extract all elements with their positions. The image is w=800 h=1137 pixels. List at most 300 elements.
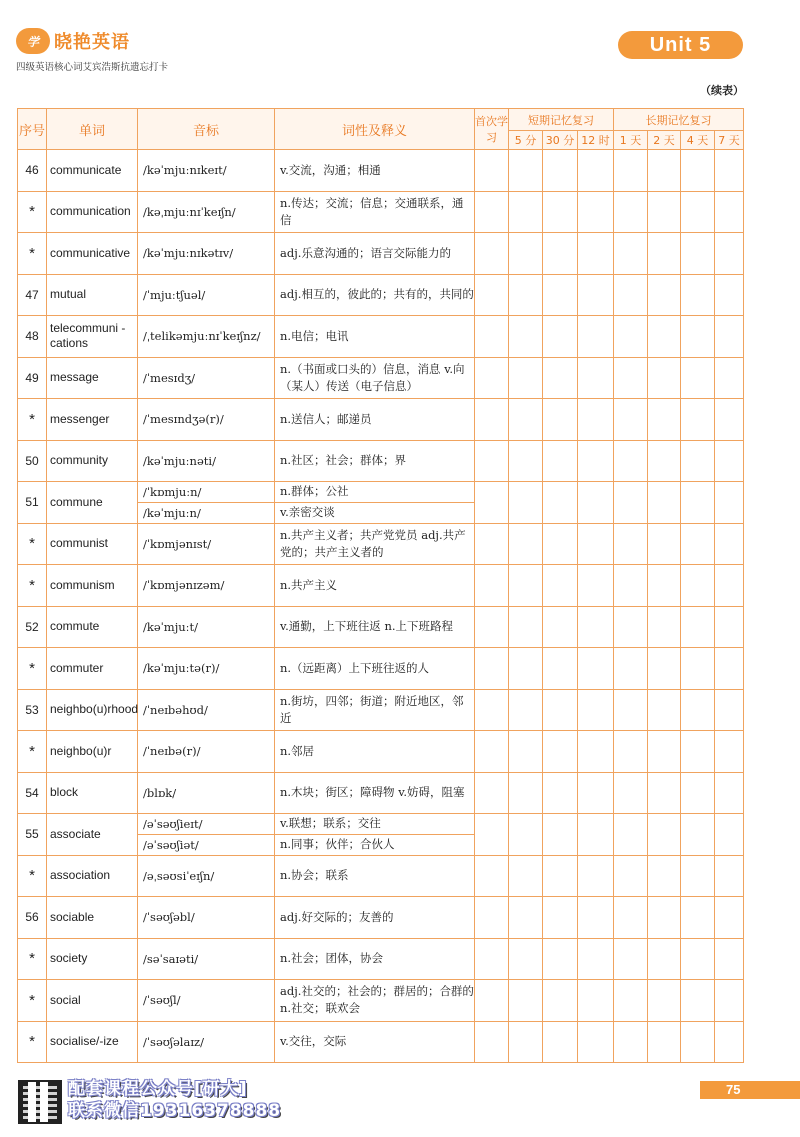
review-checkbox-cell[interactable] <box>543 150 578 192</box>
review-checkbox-cell[interactable] <box>681 565 715 607</box>
review-checkbox-cell[interactable] <box>578 772 614 814</box>
review-checkbox-cell[interactable] <box>578 399 614 441</box>
row-meaning: adj.相互的，彼此的；共有的，共同的 <box>275 274 475 316</box>
header-short-term: 短期记忆复习 <box>509 109 614 131</box>
review-checkbox-cell[interactable] <box>543 523 578 565</box>
review-checkbox-cell[interactable] <box>543 316 578 358</box>
review-checkbox-cell[interactable] <box>648 523 681 565</box>
review-checkbox-cell[interactable] <box>681 938 715 980</box>
logo-text: 晓艳英语 <box>54 32 130 53</box>
table-row <box>18 772 744 814</box>
review-checkbox-cell[interactable] <box>715 191 744 233</box>
review-checkbox-cell[interactable] <box>475 731 509 773</box>
review-checkbox-cell[interactable] <box>578 731 614 773</box>
review-checkbox-cell[interactable] <box>715 648 744 690</box>
review-checkbox-cell[interactable] <box>681 980 715 1022</box>
row-word: neighbo(u)rhood <box>47 689 138 731</box>
row-meaning: n.社区；社会；群体；界 <box>275 440 475 482</box>
review-checkbox-cell[interactable] <box>681 399 715 441</box>
row-phonetic: /kəˈmjuːnɪkətɪv/ <box>138 233 275 275</box>
row-phonetic: /ˈsəʊʃəlaɪz/ <box>138 1021 275 1063</box>
review-checkbox-cell[interactable] <box>509 689 543 731</box>
review-checkbox-cell[interactable] <box>715 399 744 441</box>
review-checkbox-cell[interactable] <box>543 191 578 233</box>
review-checkbox-cell[interactable] <box>715 357 744 399</box>
row-number: * <box>18 523 47 565</box>
row-meaning: n.（远距离）上下班往返的人 <box>275 648 475 690</box>
row-phonetic: /kəˈmjuːt/ <box>138 606 275 648</box>
review-checkbox-cell[interactable] <box>475 1021 509 1063</box>
review-checkbox-cell[interactable] <box>614 482 648 524</box>
header-phonetic: 音标 <box>138 109 275 150</box>
row-phonetic: /ˈsəʊʃəbl/ <box>138 897 275 939</box>
review-checkbox-cell[interactable] <box>509 316 543 358</box>
vocab-table-wrapper <box>17 108 744 1063</box>
row-meaning: v.联想；联系；交往 <box>275 814 475 835</box>
row-word: communicative <box>47 233 138 275</box>
review-checkbox-cell[interactable] <box>715 980 744 1022</box>
header-meaning: 词性及释义 <box>275 109 475 150</box>
review-checkbox-cell[interactable] <box>578 1021 614 1063</box>
review-checkbox-cell[interactable] <box>509 731 543 773</box>
header-short-col: 12 时 <box>578 131 614 150</box>
review-checkbox-cell[interactable] <box>475 897 509 939</box>
promo-line-1: 配套课程公众号[研大] <box>68 1079 248 1099</box>
row-phonetic: /əˈsəʊʃiət/ <box>138 834 275 855</box>
row-number: 47 <box>18 274 47 316</box>
review-checkbox-cell[interactable] <box>509 938 543 980</box>
row-phonetic: /ˈkɒmjuːn/ <box>138 482 275 503</box>
review-checkbox-cell[interactable] <box>509 1021 543 1063</box>
row-meaning: n.送信人；邮递员 <box>275 399 475 441</box>
review-checkbox-cell[interactable] <box>578 440 614 482</box>
table-row <box>18 648 744 690</box>
review-checkbox-cell[interactable] <box>475 938 509 980</box>
review-checkbox-cell[interactable] <box>509 897 543 939</box>
review-checkbox-cell[interactable] <box>543 274 578 316</box>
review-checkbox-cell[interactable] <box>614 357 648 399</box>
row-word: social <box>47 980 138 1022</box>
review-checkbox-cell[interactable] <box>578 191 614 233</box>
review-checkbox-cell[interactable] <box>681 523 715 565</box>
review-checkbox-cell[interactable] <box>648 772 681 814</box>
review-checkbox-cell[interactable] <box>578 482 614 524</box>
review-checkbox-cell[interactable] <box>475 191 509 233</box>
header-word: 单词 <box>47 109 138 150</box>
review-checkbox-cell[interactable] <box>648 357 681 399</box>
row-word: telecommuni -cations <box>47 316 138 358</box>
row-number: * <box>18 399 47 441</box>
table-row <box>18 233 744 275</box>
review-checkbox-cell[interactable] <box>578 606 614 648</box>
promo-banner <box>68 1078 281 1122</box>
review-checkbox-cell[interactable] <box>509 980 543 1022</box>
unit-tab: Unit 5 <box>618 31 743 59</box>
review-checkbox-cell[interactable] <box>648 191 681 233</box>
row-meaning: n.街坊，四邻；街道；附近地区，邻近 <box>275 689 475 731</box>
row-phonetic: /kəˈmjuːtə(r)/ <box>138 648 275 690</box>
review-checkbox-cell[interactable] <box>578 357 614 399</box>
review-checkbox-cell[interactable] <box>543 565 578 607</box>
review-checkbox-cell[interactable] <box>715 814 744 856</box>
row-number: 53 <box>18 689 47 731</box>
row-number: 55 <box>18 814 47 856</box>
row-meaning: v.通勤，上下班往返 n.上下班路程 <box>275 606 475 648</box>
review-checkbox-cell[interactable] <box>614 399 648 441</box>
review-checkbox-cell[interactable] <box>715 150 744 192</box>
row-phonetic: /ˈmjuːtʃuəl/ <box>138 274 275 316</box>
row-word: communism <box>47 565 138 607</box>
row-phonetic: /blɒk/ <box>138 772 275 814</box>
review-checkbox-cell[interactable] <box>475 482 509 524</box>
table-row <box>18 150 744 192</box>
review-checkbox-cell[interactable] <box>543 440 578 482</box>
review-checkbox-cell[interactable] <box>578 565 614 607</box>
table-row <box>18 440 744 482</box>
review-checkbox-cell[interactable] <box>681 191 715 233</box>
row-word: messenger <box>47 399 138 441</box>
row-word: association <box>47 855 138 897</box>
review-checkbox-cell[interactable] <box>509 482 543 524</box>
row-word: neighbo(u)r <box>47 731 138 773</box>
review-checkbox-cell[interactable] <box>648 648 681 690</box>
review-checkbox-cell[interactable] <box>475 648 509 690</box>
review-checkbox-cell[interactable] <box>475 689 509 731</box>
review-checkbox-cell[interactable] <box>681 482 715 524</box>
review-checkbox-cell[interactable] <box>509 233 543 275</box>
review-checkbox-cell[interactable] <box>648 1021 681 1063</box>
review-checkbox-cell[interactable] <box>681 897 715 939</box>
review-checkbox-cell[interactable] <box>543 980 578 1022</box>
review-checkbox-cell[interactable] <box>475 399 509 441</box>
row-number: * <box>18 191 47 233</box>
review-checkbox-cell[interactable] <box>715 606 744 648</box>
review-checkbox-cell[interactable] <box>475 440 509 482</box>
row-number: 50 <box>18 440 47 482</box>
header-short-col: 30 分 <box>543 131 578 150</box>
row-phonetic: /ˈneɪbəhʊd/ <box>138 689 275 731</box>
review-checkbox-cell[interactable] <box>681 440 715 482</box>
table-row <box>18 814 744 835</box>
review-checkbox-cell[interactable] <box>543 731 578 773</box>
review-checkbox-cell[interactable] <box>543 648 578 690</box>
review-checkbox-cell[interactable] <box>715 316 744 358</box>
row-word: community <box>47 440 138 482</box>
review-checkbox-cell[interactable] <box>475 606 509 648</box>
review-checkbox-cell[interactable] <box>578 938 614 980</box>
review-checkbox-cell[interactable] <box>509 399 543 441</box>
review-checkbox-cell[interactable] <box>614 440 648 482</box>
review-checkbox-cell[interactable] <box>475 814 509 856</box>
header-long-col: 1 天 <box>614 131 648 150</box>
review-checkbox-cell[interactable] <box>475 150 509 192</box>
review-checkbox-cell[interactable] <box>614 274 648 316</box>
row-word: mutual <box>47 274 138 316</box>
review-checkbox-cell[interactable] <box>614 606 648 648</box>
review-checkbox-cell[interactable] <box>715 565 744 607</box>
row-number: * <box>18 938 47 980</box>
row-number: * <box>18 1021 47 1063</box>
row-meaning: n.共产主义 <box>275 565 475 607</box>
review-checkbox-cell[interactable] <box>614 565 648 607</box>
review-checkbox-cell[interactable] <box>715 1021 744 1063</box>
row-meaning: adj.社交的；社会的；群居的；合群的 n.社交；联欢会 <box>275 980 475 1022</box>
review-checkbox-cell[interactable] <box>715 772 744 814</box>
review-checkbox-cell[interactable] <box>543 1021 578 1063</box>
review-checkbox-cell[interactable] <box>681 731 715 773</box>
row-word: communist <box>47 523 138 565</box>
review-checkbox-cell[interactable] <box>614 191 648 233</box>
row-meaning: n.同事；伙伴；合伙人 <box>275 834 475 855</box>
table-row <box>18 897 744 939</box>
review-checkbox-cell[interactable] <box>509 357 543 399</box>
promo-line-2: 联系微信19316378888 <box>68 1101 282 1121</box>
review-checkbox-cell[interactable] <box>648 399 681 441</box>
review-checkbox-cell[interactable] <box>681 316 715 358</box>
review-checkbox-cell[interactable] <box>543 689 578 731</box>
review-checkbox-cell[interactable] <box>715 440 744 482</box>
table-row <box>18 606 744 648</box>
header-long-col: 2 天 <box>648 131 681 150</box>
review-checkbox-cell[interactable] <box>578 689 614 731</box>
review-checkbox-cell[interactable] <box>614 731 648 773</box>
page-number: 75 <box>700 1081 800 1099</box>
row-word: commute <box>47 606 138 648</box>
review-checkbox-cell[interactable] <box>715 731 744 773</box>
review-checkbox-cell[interactable] <box>509 772 543 814</box>
row-number: * <box>18 648 47 690</box>
row-number: 46 <box>18 150 47 192</box>
table-row <box>18 316 744 358</box>
row-meaning: n.共产主义者；共产党党员 adj.共产党的；共产主义者的 <box>275 523 475 565</box>
table-row <box>18 565 744 607</box>
review-checkbox-cell[interactable] <box>715 938 744 980</box>
table-row <box>18 357 744 399</box>
row-meaning: adj.好交际的；友善的 <box>275 897 475 939</box>
row-phonetic: /ˈkɒmjənɪzəm/ <box>138 565 275 607</box>
table-row <box>18 980 744 1022</box>
review-checkbox-cell[interactable] <box>475 357 509 399</box>
review-checkbox-cell[interactable] <box>715 482 744 524</box>
row-phonetic: /əˌsəʊsiˈeɪʃn/ <box>138 855 275 897</box>
vocab-table <box>17 108 744 1063</box>
review-checkbox-cell[interactable] <box>648 482 681 524</box>
row-meaning: n.（书面或口头的）信息，消息 v.向（某人）传送（电子信息） <box>275 357 475 399</box>
review-checkbox-cell[interactable] <box>681 1021 715 1063</box>
review-checkbox-cell[interactable] <box>509 814 543 856</box>
review-checkbox-cell[interactable] <box>681 855 715 897</box>
review-checkbox-cell[interactable] <box>614 1021 648 1063</box>
review-checkbox-cell[interactable] <box>614 897 648 939</box>
review-checkbox-cell[interactable] <box>509 191 543 233</box>
review-checkbox-cell[interactable] <box>543 482 578 524</box>
review-checkbox-cell[interactable] <box>648 440 681 482</box>
row-phonetic: /ˈneɪbə(r)/ <box>138 731 275 773</box>
row-phonetic: /kəˈmjuːnəti/ <box>138 440 275 482</box>
table-row <box>18 1021 744 1063</box>
row-word: society <box>47 938 138 980</box>
row-meaning: adj.乐意沟通的；语言交际能力的 <box>275 233 475 275</box>
review-checkbox-cell[interactable] <box>614 980 648 1022</box>
review-checkbox-cell[interactable] <box>715 897 744 939</box>
review-checkbox-cell[interactable] <box>648 274 681 316</box>
row-number: * <box>18 731 47 773</box>
review-checkbox-cell[interactable] <box>475 855 509 897</box>
review-checkbox-cell[interactable] <box>648 814 681 856</box>
review-checkbox-cell[interactable] <box>614 233 648 275</box>
review-checkbox-cell[interactable] <box>648 731 681 773</box>
review-checkbox-cell[interactable] <box>578 274 614 316</box>
review-checkbox-cell[interactable] <box>681 689 715 731</box>
row-word: communication <box>47 191 138 233</box>
review-checkbox-cell[interactable] <box>648 150 681 192</box>
review-checkbox-cell[interactable] <box>715 689 744 731</box>
table-row <box>18 399 744 441</box>
review-checkbox-cell[interactable] <box>715 233 744 275</box>
review-checkbox-cell[interactable] <box>578 814 614 856</box>
row-number: * <box>18 855 47 897</box>
header-first-study: 首次学习 <box>475 109 509 150</box>
brand-logo <box>16 28 130 54</box>
row-meaning: n.群体；公社 <box>275 482 475 503</box>
review-checkbox-cell[interactable] <box>648 897 681 939</box>
row-number: 51 <box>18 482 47 524</box>
review-checkbox-cell[interactable] <box>543 855 578 897</box>
review-checkbox-cell[interactable] <box>648 938 681 980</box>
review-checkbox-cell[interactable] <box>648 980 681 1022</box>
review-checkbox-cell[interactable] <box>648 565 681 607</box>
header-long-col: 7 天 <box>715 131 744 150</box>
row-number: * <box>18 980 47 1022</box>
review-checkbox-cell[interactable] <box>543 772 578 814</box>
row-meaning: n.协会；联系 <box>275 855 475 897</box>
qr-code <box>18 1080 62 1124</box>
review-checkbox-cell[interactable] <box>509 648 543 690</box>
review-checkbox-cell[interactable] <box>614 523 648 565</box>
review-checkbox-cell[interactable] <box>578 980 614 1022</box>
review-checkbox-cell[interactable] <box>509 565 543 607</box>
review-checkbox-cell[interactable] <box>648 233 681 275</box>
row-number: * <box>18 233 47 275</box>
review-checkbox-cell[interactable] <box>475 565 509 607</box>
review-checkbox-cell[interactable] <box>681 150 715 192</box>
review-checkbox-cell[interactable] <box>614 316 648 358</box>
review-checkbox-cell[interactable] <box>648 316 681 358</box>
review-checkbox-cell[interactable] <box>475 523 509 565</box>
review-checkbox-cell[interactable] <box>681 648 715 690</box>
review-checkbox-cell[interactable] <box>648 689 681 731</box>
review-checkbox-cell[interactable] <box>509 606 543 648</box>
row-meaning: n.传达；交流；信息；交通联系，通信 <box>275 191 475 233</box>
header-long-col: 4 天 <box>681 131 715 150</box>
review-checkbox-cell[interactable] <box>543 233 578 275</box>
row-phonetic: /əˈsəʊʃieɪt/ <box>138 814 275 835</box>
review-checkbox-cell[interactable] <box>543 357 578 399</box>
row-word: message <box>47 357 138 399</box>
review-checkbox-cell[interactable] <box>715 855 744 897</box>
review-checkbox-cell[interactable] <box>578 648 614 690</box>
row-number: 48 <box>18 316 47 358</box>
row-phonetic: /ˌtelikəmjuːnɪˈkeɪʃnz/ <box>138 316 275 358</box>
review-checkbox-cell[interactable] <box>475 233 509 275</box>
row-meaning: n.木块；街区；障碍物 v.妨碍，阻塞 <box>275 772 475 814</box>
review-checkbox-cell[interactable] <box>681 606 715 648</box>
review-checkbox-cell[interactable] <box>614 938 648 980</box>
row-word: associate <box>47 814 138 856</box>
row-phonetic: /kəˈmjuːn/ <box>138 502 275 523</box>
review-checkbox-cell[interactable] <box>715 274 744 316</box>
review-checkbox-cell[interactable] <box>509 855 543 897</box>
review-checkbox-cell[interactable] <box>543 606 578 648</box>
review-checkbox-cell[interactable] <box>578 316 614 358</box>
review-checkbox-cell[interactable] <box>543 938 578 980</box>
row-number: 56 <box>18 897 47 939</box>
review-checkbox-cell[interactable] <box>614 689 648 731</box>
row-phonetic: /səˈsaɪəti/ <box>138 938 275 980</box>
review-checkbox-cell[interactable] <box>509 440 543 482</box>
review-checkbox-cell[interactable] <box>475 772 509 814</box>
row-word: sociable <box>47 897 138 939</box>
book-subtitle: 四级英语核心词艾宾浩斯抗遗忘打卡 <box>16 62 169 73</box>
continued-label: （续表） <box>700 84 744 97</box>
table-row <box>18 523 744 565</box>
review-checkbox-cell[interactable] <box>681 274 715 316</box>
row-phonetic: /ˈmesɪdʒ/ <box>138 357 275 399</box>
review-checkbox-cell[interactable] <box>648 606 681 648</box>
review-checkbox-cell[interactable] <box>614 648 648 690</box>
row-meaning: v.交往，交际 <box>275 1021 475 1063</box>
table-row <box>18 191 744 233</box>
row-word: socialise/-ize <box>47 1021 138 1063</box>
review-checkbox-cell[interactable] <box>614 772 648 814</box>
row-word: commune <box>47 482 138 524</box>
review-checkbox-cell[interactable] <box>614 150 648 192</box>
review-checkbox-cell[interactable] <box>578 855 614 897</box>
review-checkbox-cell[interactable] <box>509 274 543 316</box>
review-checkbox-cell[interactable] <box>543 399 578 441</box>
row-number: 54 <box>18 772 47 814</box>
review-checkbox-cell[interactable] <box>614 814 648 856</box>
table-row <box>18 482 744 503</box>
review-checkbox-cell[interactable] <box>578 523 614 565</box>
review-checkbox-cell[interactable] <box>475 274 509 316</box>
header-long-term: 长期记忆复习 <box>614 109 744 131</box>
review-checkbox-cell[interactable] <box>681 233 715 275</box>
review-checkbox-cell[interactable] <box>578 897 614 939</box>
row-word: commuter <box>47 648 138 690</box>
table-row <box>18 731 744 773</box>
table-row <box>18 689 744 731</box>
vocab-table-body <box>18 150 744 1063</box>
review-checkbox-cell[interactable] <box>648 855 681 897</box>
review-checkbox-cell[interactable] <box>475 316 509 358</box>
review-checkbox-cell[interactable] <box>475 980 509 1022</box>
review-checkbox-cell[interactable] <box>509 150 543 192</box>
review-checkbox-cell[interactable] <box>681 357 715 399</box>
review-checkbox-cell[interactable] <box>715 523 744 565</box>
review-checkbox-cell[interactable] <box>578 233 614 275</box>
review-checkbox-cell[interactable] <box>543 897 578 939</box>
review-checkbox-cell[interactable] <box>509 523 543 565</box>
review-checkbox-cell[interactable] <box>681 814 715 856</box>
review-checkbox-cell[interactable] <box>543 814 578 856</box>
review-checkbox-cell[interactable] <box>578 150 614 192</box>
review-checkbox-cell[interactable] <box>681 772 715 814</box>
table-row <box>18 274 744 316</box>
review-checkbox-cell[interactable] <box>614 855 648 897</box>
row-meaning: v.交流，沟通；相通 <box>275 150 475 192</box>
row-word: block <box>47 772 138 814</box>
